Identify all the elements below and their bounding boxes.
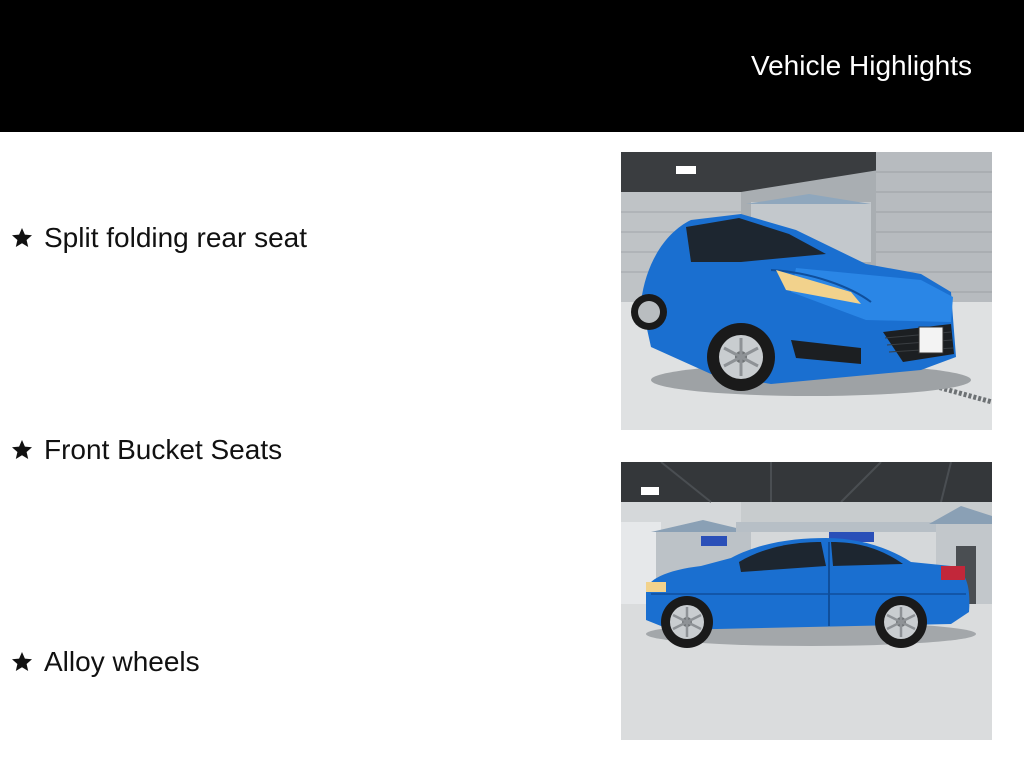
vehicle-photo-side [621, 462, 992, 740]
header-bar [0, 0, 1024, 132]
vehicle-photo-front [621, 152, 992, 430]
star-icon [10, 650, 34, 674]
car-side-illustration [621, 462, 992, 740]
highlight-item-alloy-wheels [10, 642, 200, 682]
highlight-item-front-bucket-seats [10, 430, 282, 470]
star-icon [10, 226, 34, 250]
highlight-item-split-folding-rear-seat [10, 218, 307, 258]
highlight-label: Split folding rear seat [44, 222, 308, 253]
page-title: Vehicle Highlights [750, 50, 972, 81]
highlight-label: Front Bucket Seats [44, 434, 283, 465]
highlight-label: Alloy wheels [44, 646, 200, 677]
star-icon [10, 438, 34, 462]
car-front-illustration [621, 152, 992, 430]
